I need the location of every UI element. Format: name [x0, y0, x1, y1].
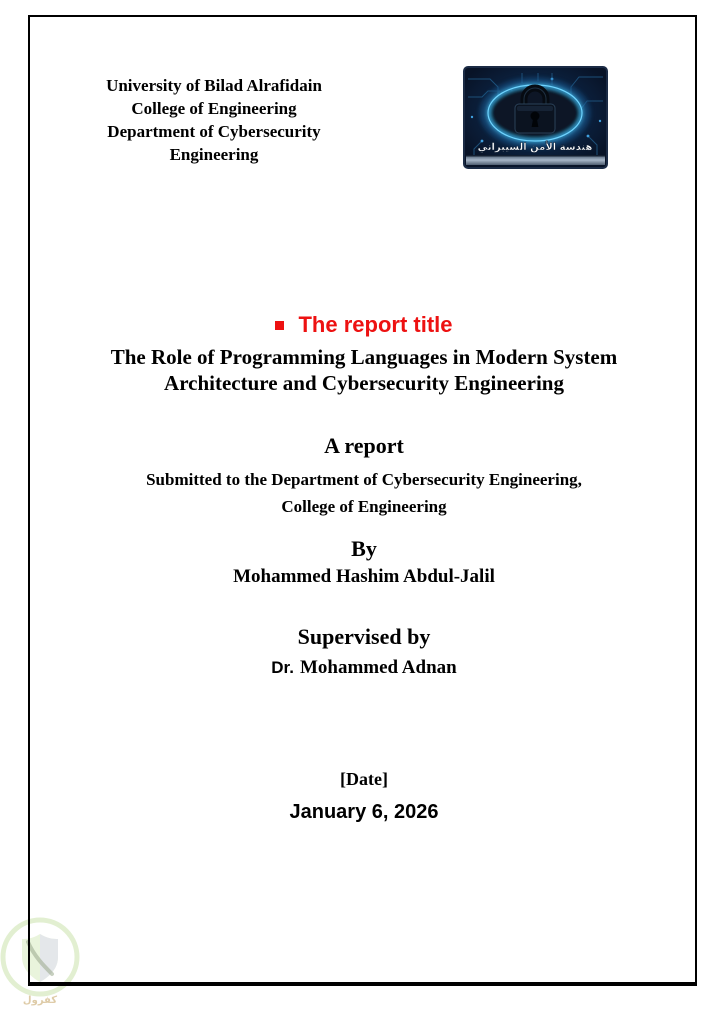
submission-line: College of Engineering	[281, 497, 447, 516]
supervisor-name-text: Mohammed Adnan	[299, 657, 457, 678]
shield-watermark	[0, 912, 92, 1012]
institution-line: College of Engineering	[131, 99, 297, 118]
institution-line: Department of Cybersecurity Engineering	[107, 122, 321, 164]
institution-line: University of Bilad Alrafidain	[106, 76, 322, 95]
institution-header	[68, 74, 360, 166]
by-label: By	[351, 536, 377, 561]
square-bullet-icon	[275, 321, 284, 330]
report-type-label: A report	[324, 433, 404, 458]
submission-statement	[0, 466, 728, 520]
submission-line: Submitted to the Department of Cybersecurity Engineering,	[146, 470, 582, 489]
date-placeholder: [Date]	[340, 769, 388, 789]
logo-caption: هندسة الأمن السيبراني	[477, 142, 593, 153]
date-value: January 6, 2026	[289, 801, 439, 823]
author-name: Mohammed Hashim Abdul-Jalil	[233, 566, 495, 587]
cybersecurity-logo	[464, 67, 607, 168]
supervisor-name	[0, 657, 728, 679]
report-main-title: The Role of Programming Languages in Modern System Architecture and Cybersecurity Engineering	[110, 345, 618, 395]
supervisor-prefix: Dr.	[271, 658, 294, 677]
supervised-by-label: Supervised by	[297, 624, 431, 649]
report-title-label	[0, 312, 728, 338]
svg-text:كفرول: كفرول	[22, 995, 58, 1006]
report-title-label-text: The report title	[298, 312, 453, 337]
cybersecurity-logo-icon	[464, 67, 607, 168]
shield-watermark-icon	[0, 912, 92, 1007]
